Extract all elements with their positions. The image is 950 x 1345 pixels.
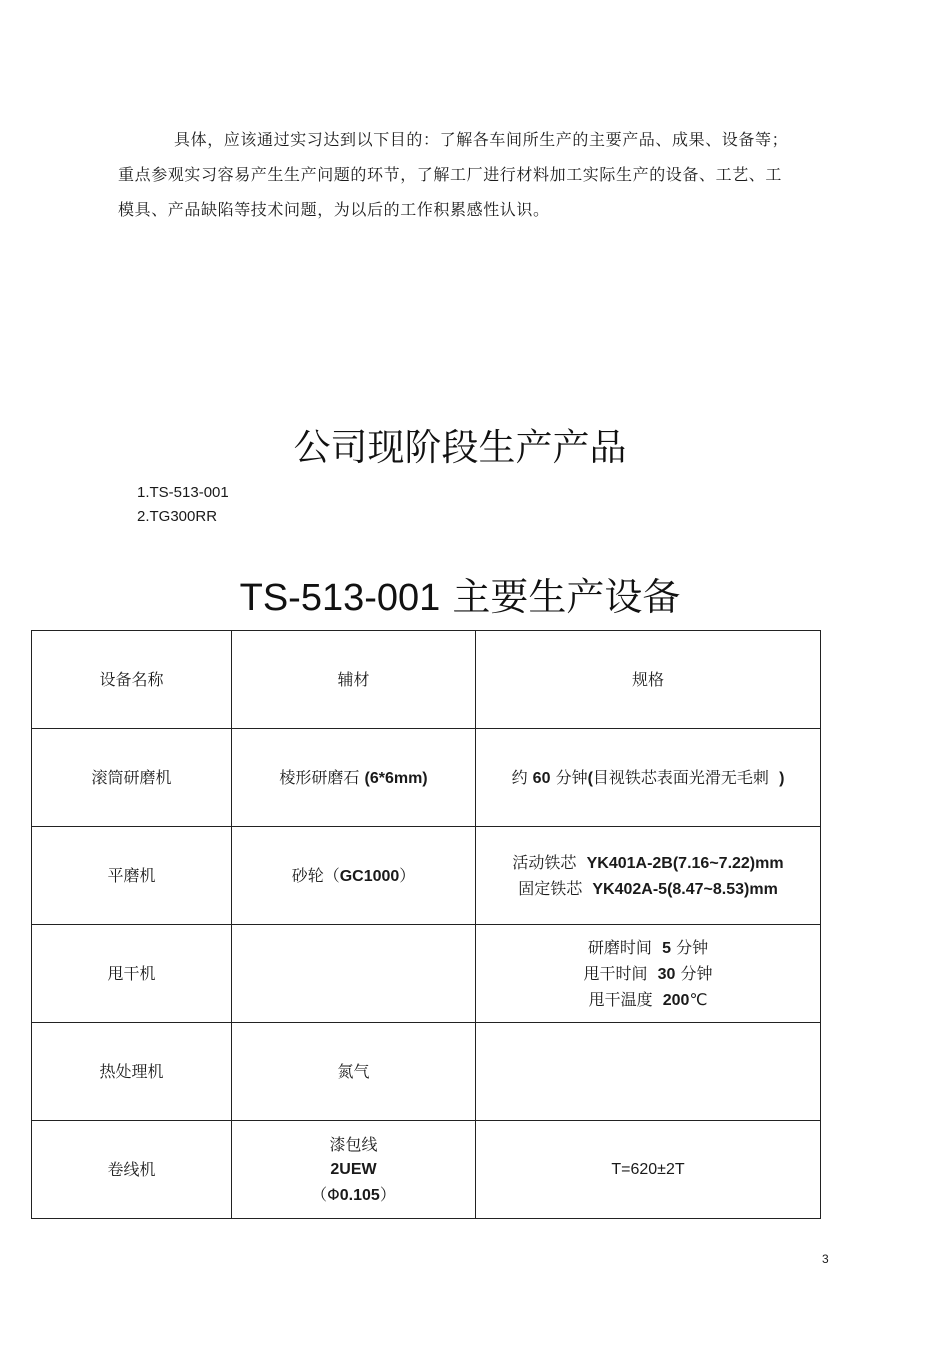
table-row — [32, 925, 821, 1023]
equipment-name-cell: 滚筒研磨机 — [32, 729, 232, 827]
material-cell: 氮气 — [232, 1023, 476, 1121]
material-cell — [232, 729, 476, 827]
material-text: 砂轮（ — [291, 865, 340, 885]
material-cell — [232, 827, 476, 925]
spec-line — [482, 935, 814, 961]
spec-paren-open: ( — [587, 769, 593, 787]
spec-unit: 分钟 — [555, 767, 588, 787]
spec-value: 60 — [532, 769, 551, 787]
table-header-row — [32, 631, 821, 729]
spec-label: 固定铁芯 — [518, 878, 583, 898]
product-item: 2.TG300RR — [137, 508, 218, 525]
material-line: 2UEW — [330, 1160, 377, 1178]
spec-cell — [476, 729, 821, 827]
material-text: 棱形研磨石 — [279, 767, 360, 787]
spec-unit: ℃ — [689, 989, 708, 1009]
material-value: GC1000 — [339, 867, 400, 885]
spec-text: 约 — [511, 767, 528, 787]
spec-label: 甩干温度 — [588, 989, 653, 1009]
material-line: 漆包线 — [329, 1134, 378, 1154]
spec-value: 200 — [662, 991, 690, 1009]
table-row — [32, 729, 821, 827]
product-list — [137, 481, 229, 529]
equipment-name-cell: 卷线机 — [32, 1121, 232, 1219]
spec-paren-close: ) — [779, 769, 785, 787]
product-item: 1.TS-513-001 — [137, 484, 229, 501]
spec-value: YK401A-2B(7.16~7.22)mm — [586, 854, 784, 872]
spec-label: 研磨时间 — [587, 937, 652, 957]
material-value: 0.105 — [339, 1186, 380, 1204]
table-row — [32, 1023, 821, 1121]
table-row — [32, 1121, 821, 1219]
equipment-title-text: 主要生产设备 — [452, 575, 681, 619]
equipment-table — [31, 630, 821, 1219]
spec-value: 30 — [657, 965, 676, 983]
material-cell — [232, 1121, 476, 1219]
spec-value: 5 — [662, 939, 671, 957]
equipment-name-cell: 热处理机 — [32, 1023, 232, 1121]
header-material: 辅材 — [232, 631, 476, 729]
spec-cell — [476, 925, 821, 1023]
equipment-name-cell: 甩干机 — [32, 925, 232, 1023]
spec-note: 目视铁芯表面光滑无毛刺 — [592, 767, 769, 787]
material-cell — [232, 925, 476, 1023]
spec-line — [482, 961, 814, 987]
page-number: 3 — [822, 1252, 829, 1266]
material-value: (6*6mm) — [364, 769, 428, 787]
material-text: （Φ — [311, 1184, 340, 1204]
spec-value: YK402A-5(8.47~8.53)mm — [592, 880, 778, 898]
header-spec: 规格 — [476, 631, 821, 729]
spec-line — [482, 850, 814, 876]
intro-paragraph: 具体，应该通过实习达到以下目的：了解各车间所生产的主要产品、成果、设备等；重点参观实习容易产生生产问题的环节，了解工厂进行材料加工实际生产的设备、工艺、工模具、产品缺陷等技术问题，为以后的工作积累感性认识。 — [118, 130, 789, 219]
equipment-title-model: TS-513-001 — [239, 577, 441, 619]
spec-label: 甩干时间 — [583, 963, 648, 983]
products-section-title: 公司现阶段生产产品 — [293, 426, 627, 469]
equipment-section-title — [0, 572, 920, 623]
equipment-name-cell: 平磨机 — [32, 827, 232, 925]
spec-label: 活动铁芯 — [512, 852, 577, 872]
spec-line — [482, 987, 814, 1013]
spec-cell — [476, 827, 821, 925]
material-line — [238, 1182, 469, 1208]
material-text-close: ） — [399, 865, 416, 885]
material-text-close: ） — [379, 1184, 396, 1204]
spec-line — [482, 876, 814, 902]
table-row — [32, 827, 821, 925]
header-equipment-name: 设备名称 — [32, 631, 232, 729]
spec-cell — [476, 1023, 821, 1121]
spec-unit: 分钟 — [680, 963, 713, 983]
spec-cell: T=620±2T — [476, 1121, 821, 1219]
spec-unit: 分钟 — [676, 937, 709, 957]
